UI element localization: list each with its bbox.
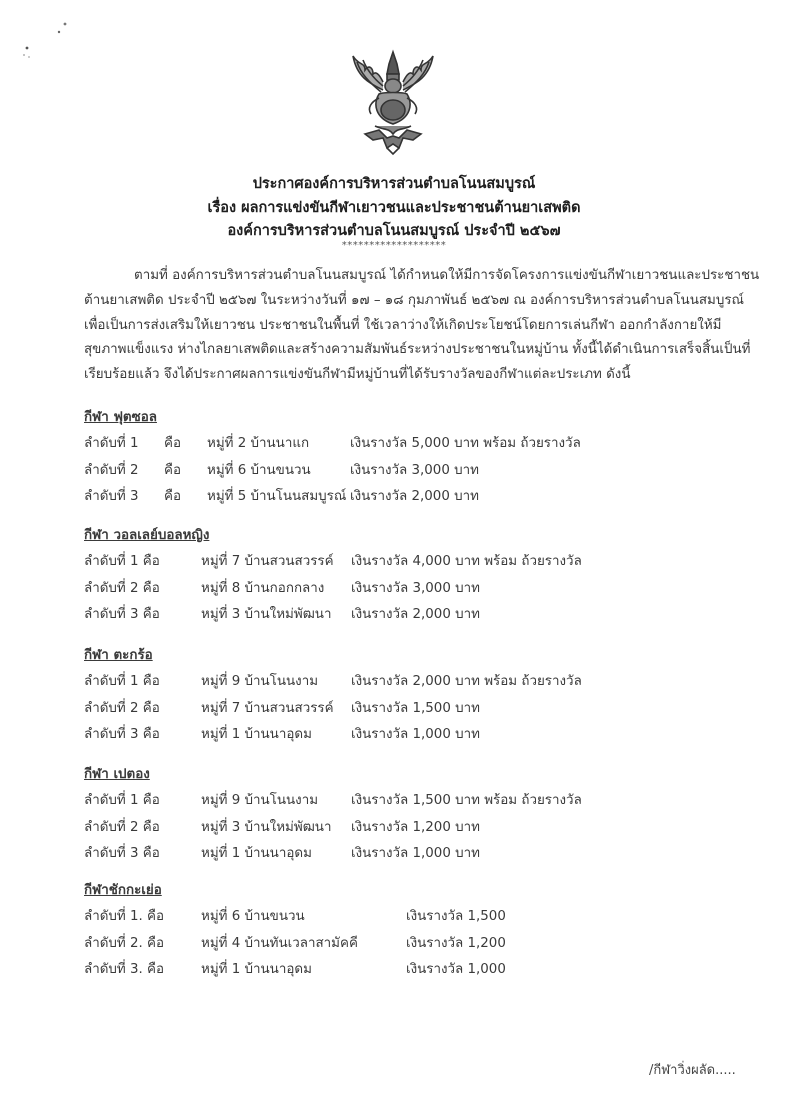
prize: เงินรางวัล 4,000 บาท พร้อม ถ้วยรางวัล (351, 554, 582, 569)
prize: เงินรางวัล 1,200 บาท (351, 819, 480, 835)
scan-specks (15, 20, 75, 60)
rank: ลำดับที่ 1 คือ (84, 674, 160, 689)
result-row (84, 669, 684, 696)
continuation-note: /กีฬาวิ่งผลัด..... (649, 1063, 736, 1078)
village: หมู่ที่ 6 บ้านขนวน (207, 462, 311, 478)
is-label: คือ (164, 462, 181, 478)
rank: ลำดับที่ 3. คือ (84, 962, 165, 977)
rank: ลำดับที่ 1. คือ (84, 909, 165, 924)
section-title: กีฬา เปตอง (84, 767, 150, 782)
result-row (84, 904, 684, 931)
prize: เงินรางวัล 1,000 (406, 962, 506, 977)
rank: ลำดับที่ 3 คือ (84, 607, 160, 622)
section-petanque (84, 762, 684, 868)
announcement-heading: ประกาศองค์การบริหารส่วนตำบลโนนสมบูรณ์ (252, 176, 536, 192)
rank: ลำดับที่ 2. คือ (84, 935, 165, 951)
village: หมู่ที่ 3 บ้านใหม่พัฒนา (201, 819, 332, 835)
village: หมู่ที่ 7 บ้านสวนสวรรค์ (201, 554, 334, 569)
prize: เงินรางวัล 1,000 บาท (351, 727, 480, 742)
prize: เงินรางวัล 1,500 บาท (351, 700, 480, 716)
intro-line: ตามที่ องค์การบริหารส่วนตำบลโนนสมบูรณ์ ได้กำหนดให้มีการจัดโครงการแข่งขันกีฬาเยาวชนและประชาชน (134, 268, 760, 283)
is-label: คือ (164, 489, 181, 504)
intro-line: เพื่อเป็นการส่งเสริมให้เยาวชน ประชาชนในพื้นที่ ใช้เวลาว่างให้เกิดประโยชน์โดยการเล่นกีฬา ออกกำลังกายให้มี (84, 317, 722, 333)
result-row (84, 549, 684, 576)
rank: ลำดับที่ 1 คือ (84, 793, 160, 808)
rank: ลำดับที่ 3 (84, 489, 139, 504)
result-row (84, 696, 684, 723)
organization-year-heading: องค์การบริหารส่วนตำบลโนนสมบูรณ์ ประจำปี ๒๕๖๗ (227, 223, 561, 239)
section-title: กีฬา วอลเลย์บอลหญิง (84, 528, 210, 543)
section-title: กีฬา ตะกร้อ (84, 648, 153, 663)
intro-line: สุขภาพแข็งแรง ห่างไกลยาเสพติดและสร้างความสัมพันธ์ระหว่างประชาชนในหมู่บ้าน ทั้งนี้ได้ดำเนินการเสร็จสิ้นเป็นที่ (84, 342, 751, 358)
rank: ลำดับที่ 2 คือ (84, 700, 160, 716)
village: หมู่ที่ 7 บ้านสวนสวรรค์ (201, 700, 334, 716)
prize: เงินรางวัล 1,000 บาท (351, 846, 480, 861)
rank: ลำดับที่ 1 (84, 436, 139, 451)
section-title: กีฬาชักกะเย่อ (84, 883, 162, 898)
village: หมู่ที่ 2 บ้านนาแก (207, 436, 310, 451)
separator-line: ******************* (341, 240, 447, 251)
rank: ลำดับที่ 2 (84, 462, 139, 478)
result-row (84, 957, 684, 984)
result-row (84, 431, 684, 458)
result-row (84, 576, 684, 603)
village: หมู่ที่ 1 บ้านนาอุดม (201, 846, 312, 861)
rank: ลำดับที่ 2 คือ (84, 819, 160, 835)
rank: ลำดับที่ 3 คือ (84, 846, 160, 861)
village: หมู่ที่ 1 บ้านนาอุดม (201, 727, 312, 742)
section-futsal (84, 405, 684, 511)
intro-line: ต้านยาเสพติด ประจำปี ๒๕๖๗ ในระหว่างวันที่ ๑๗ – ๑๘ กุมภาพันธ์ ๒๕๖๗ ณ องค์การบริหารส่วนตำบลโนนสมบูรณ์ (84, 292, 744, 308)
result-row (84, 484, 684, 511)
result-row (84, 841, 684, 868)
village: หมู่ที่ 4 บ้านทันเวลาสามัคคี (201, 935, 358, 951)
village: หมู่ที่ 9 บ้านโนนงาม (201, 674, 319, 689)
prize: เงินรางวัล 5,000 บาท พร้อม ถ้วยรางวัล (350, 436, 581, 451)
prize: เงินรางวัล 1,500 บาท พร้อม ถ้วยรางวัล (351, 793, 582, 808)
prize: เงินรางวัล 2,000 บาท (350, 489, 479, 504)
village: หมู่ที่ 5 บ้านโนนสมบูรณ์ (207, 489, 347, 504)
village: หมู่ที่ 6 บ้านขนวน (201, 909, 305, 924)
result-row (84, 815, 684, 842)
village: หมู่ที่ 3 บ้านใหม่พัฒนา (201, 607, 332, 622)
section-title: กีฬา ฟุตซอล (84, 410, 157, 425)
prize: เงินรางวัล 1,200 (406, 935, 506, 951)
prize: เงินรางวัล 2,000 บาท พร้อม ถ้วยรางวัล (351, 674, 582, 689)
intro-paragraph (84, 264, 774, 388)
village: หมู่ที่ 8 บ้านกอกกลาง (201, 580, 325, 596)
result-row (84, 788, 684, 815)
result-row (84, 931, 684, 958)
rank: ลำดับที่ 3 คือ (84, 727, 160, 742)
section-takraw (84, 643, 684, 749)
garuda-emblem-icon (343, 48, 443, 156)
prize: เงินรางวัล 3,000 บาท (351, 580, 480, 596)
rank: ลำดับที่ 2 คือ (84, 580, 160, 596)
result-row (84, 458, 684, 485)
prize: เงินรางวัล 2,000 บาท (351, 607, 480, 622)
village: หมู่ที่ 9 บ้านโนนงาม (201, 793, 319, 808)
subject-heading: เรื่อง ผลการแข่งขันกีฬาเยาวชนและประชาชนต้านยาเสพติด (207, 200, 581, 216)
result-row (84, 722, 684, 749)
rank: ลำดับที่ 1 คือ (84, 554, 160, 569)
prize: เงินรางวัล 3,000 บาท (350, 462, 479, 478)
intro-line: เรียบร้อยแล้ว จึงได้ประกาศผลการแข่งขันกีฬามีหมู่บ้านที่ได้รับรางวัลของกีฬาแต่ละประเภท ดังนี้ (84, 367, 631, 383)
result-row (84, 602, 684, 629)
section-tug-of-war (84, 878, 684, 984)
village: หมู่ที่ 1 บ้านนาอุดม (201, 962, 312, 977)
section-womens-volleyball (84, 523, 684, 629)
prize: เงินรางวัล 1,500 (406, 909, 506, 924)
is-label: คือ (164, 436, 181, 451)
